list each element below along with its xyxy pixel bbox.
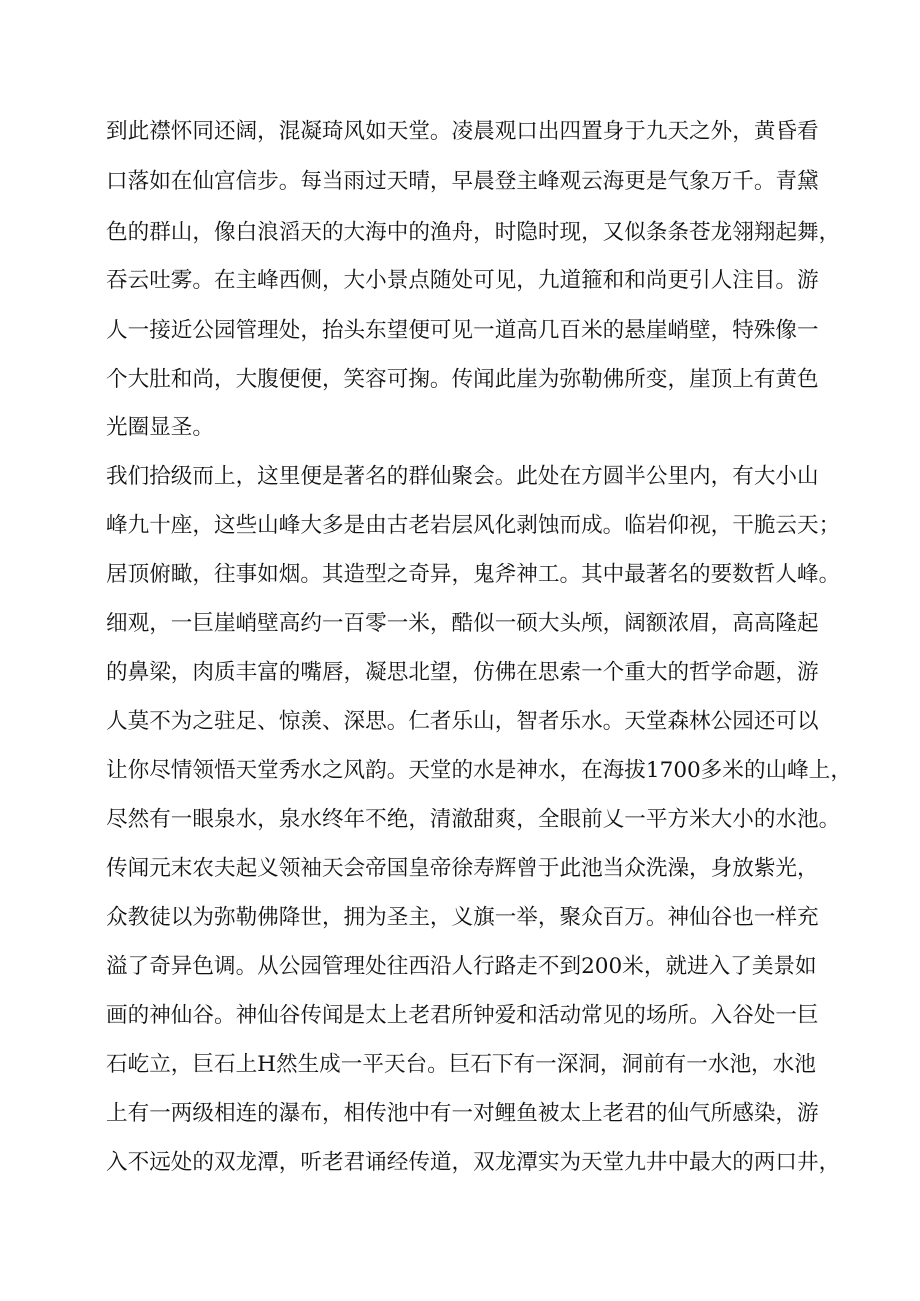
- text-line: 的鼻梁，肉质丰富的嘴唇，凝思北望，仿佛在思索一个重大的哲学命题，游: [106, 660, 819, 685]
- text-line: 色的群山，像白浪滔天的大海中的渔舟，时隐时现，又似条条苍龙翎翔起舞，: [106, 220, 841, 245]
- text-line: 我们拾级而上，这里便是著名的群仙聚会。此处在方圆半公里内，有大小山: [106, 464, 819, 489]
- text-line: 到此襟怀同还阔，混凝琦风如天堂。凌晨观口出四置身于九天之外，黄昏看: [106, 119, 819, 144]
- text-line: 个大肚和尚，大腹便便，笑容可掬。传闻此崖为弥勒佛所变，崖顶上有黄色: [106, 367, 819, 392]
- text-line: 传闻元末农夫起义领袖天会帝国皇帝徐寿辉曾于此池当众洗澡，身放紫光，: [106, 856, 819, 881]
- text-line: 光圈显圣。: [106, 415, 214, 440]
- text-line: 画的神仙谷。神仙谷传闻是太上老君所钟爱和活动常见的场所。入谷处一巨: [106, 1003, 819, 1028]
- text-line: 溢了奇异色调。从公园管理处往西沿人行路走不到200米，就进入了美景如: [106, 954, 817, 979]
- text-line: 入不远处的双龙潭，听老君诵经传道，双龙潭实为天堂九井中最大的两口井，: [106, 1150, 841, 1175]
- text-line: 让你尽情领悟天堂秀水之风韵。天堂的水是神水，在海拔1700多米的山峰上，: [106, 758, 852, 783]
- text-line: 细观，一巨崖峭壁高约一百零一米，酷似一硕大头颅，阔额浓眉，高高隆起: [106, 611, 819, 636]
- text-line: 居顶俯瞰，往事如烟。其造型之奇异，鬼斧神工。其中最著名的要数哲人峰。: [106, 562, 841, 587]
- text-line: 峰九十座，这些山峰大多是由古老岩层风化剥蚀而成。临岩仰视，干脆云天；: [106, 513, 841, 538]
- text-line: 人一接近公园管理处，抬头东望便可见一道高几百米的悬崖峭壁，特殊像一: [106, 318, 819, 343]
- text-line: 上有一两级相连的瀑布，相传池中有一对鲤鱼被太上老君的仙气所感染，游: [106, 1101, 819, 1126]
- text-line: 口落如在仙宫信步。每当雨过天晴，早晨登主峰观云海更是气象万千。青黛: [106, 169, 819, 194]
- text-line: 石屹立，巨石上H然生成一平天台。巨石下有一深洞，洞前有一水池，水池: [106, 1052, 816, 1077]
- text-line: 吞云吐雾。在主峰西侧，大小景点随处可见，九道箍和和尚更引人注目。游: [106, 268, 819, 293]
- text-line: 人莫不为之驻足、惊羡、深思。仁者乐山，智者乐水。天堂森林公园还可以: [106, 709, 819, 734]
- text-line: 尽然有一眼泉水，泉水终年不绝，清澈甜爽，全眼前乂一平方米大小的水池。: [106, 807, 841, 832]
- text-line: 众教徒以为弥勒佛降世，拥为圣主，义旗一举，聚众百万。神仙谷也一样充: [106, 905, 819, 930]
